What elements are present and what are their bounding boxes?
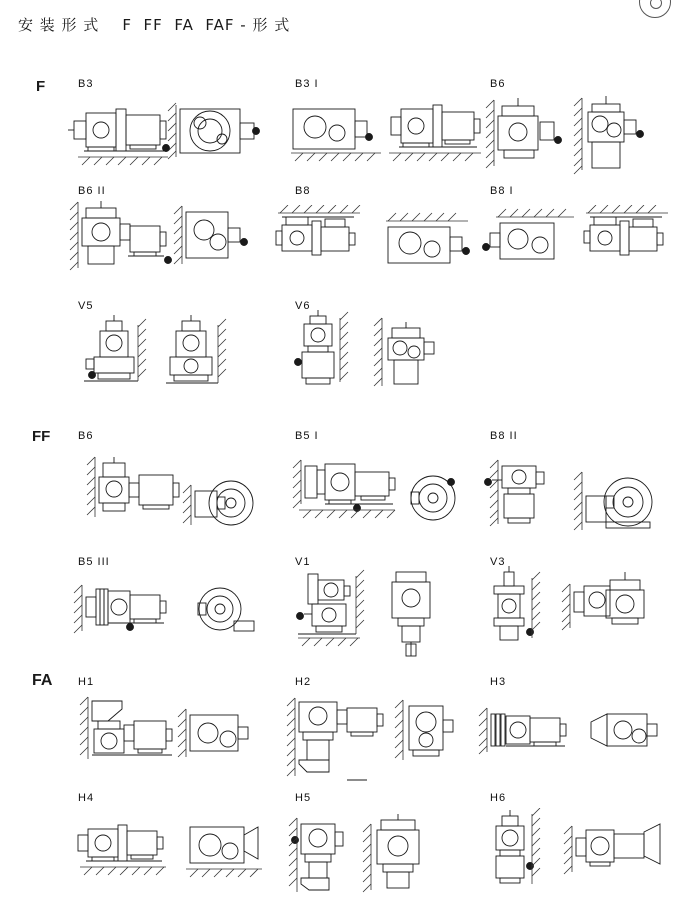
figure-ff-b5-i (285, 452, 485, 540)
figure-ff-b8-ii (478, 452, 683, 540)
series-label-f: F (36, 78, 46, 95)
figure-fa-h3 (475, 700, 675, 772)
figure-label-h2: H2 (295, 676, 312, 688)
figure-label-b3-i: B3 I (295, 78, 319, 90)
figure-label-h1: H1 (78, 676, 95, 688)
figure-fa-h6 (478, 808, 678, 900)
figure-f-v5 (78, 315, 268, 397)
figure-label-b3: B3 (78, 78, 94, 90)
figure-label-b8-i: B8 I (490, 185, 514, 197)
figure-f-b8 (270, 205, 485, 279)
figure-label-h6: H6 (490, 792, 507, 804)
figure-ff-v1 (290, 566, 490, 662)
corner-circle-icon (639, 0, 671, 18)
figure-label-v3: V3 (490, 556, 506, 568)
figure-f-b6 (480, 92, 680, 180)
figure-f-b6-ii (68, 198, 268, 288)
series-label-ff: FF (32, 428, 51, 445)
figure-label-v1: V1 (295, 556, 311, 568)
figure-ff-v3 (478, 566, 678, 662)
figure-fa-h2 (285, 692, 485, 788)
figure-f-v6 (288, 310, 488, 398)
figure-label-ff-b8-ii: B8 II (490, 430, 518, 442)
figure-label-h5: H5 (295, 792, 312, 804)
figure-f-b3-i (285, 95, 485, 175)
figure-label-b6: B6 (490, 78, 506, 90)
figure-label-ff-b6: B6 (78, 430, 94, 442)
page-title: 安 装 形 式 F FF FA FAF - 形 式 (18, 16, 291, 34)
figure-fa-h5 (285, 810, 485, 900)
figure-label-v5: V5 (78, 300, 94, 312)
figure-fa-h4 (68, 815, 268, 893)
figure-f-b3 (68, 95, 268, 175)
figure-label-b8: B8 (295, 185, 311, 197)
figure-ff-b5-iii (70, 575, 270, 653)
figure-label-ff-b5-iii: B5 III (78, 556, 110, 568)
figure-label-h3: H3 (490, 676, 507, 688)
figure-fa-h1 (78, 695, 263, 777)
figure-label-h4: H4 (78, 792, 95, 804)
figure-ff-b6 (85, 455, 265, 537)
figure-label-b6-ii: B6 II (78, 185, 106, 197)
figure-label-v6: V6 (295, 300, 311, 312)
figure-label-ff-b5-i: B5 I (295, 430, 319, 442)
figure-f-b8-i (478, 205, 683, 279)
series-label-fa: FA (32, 672, 53, 689)
